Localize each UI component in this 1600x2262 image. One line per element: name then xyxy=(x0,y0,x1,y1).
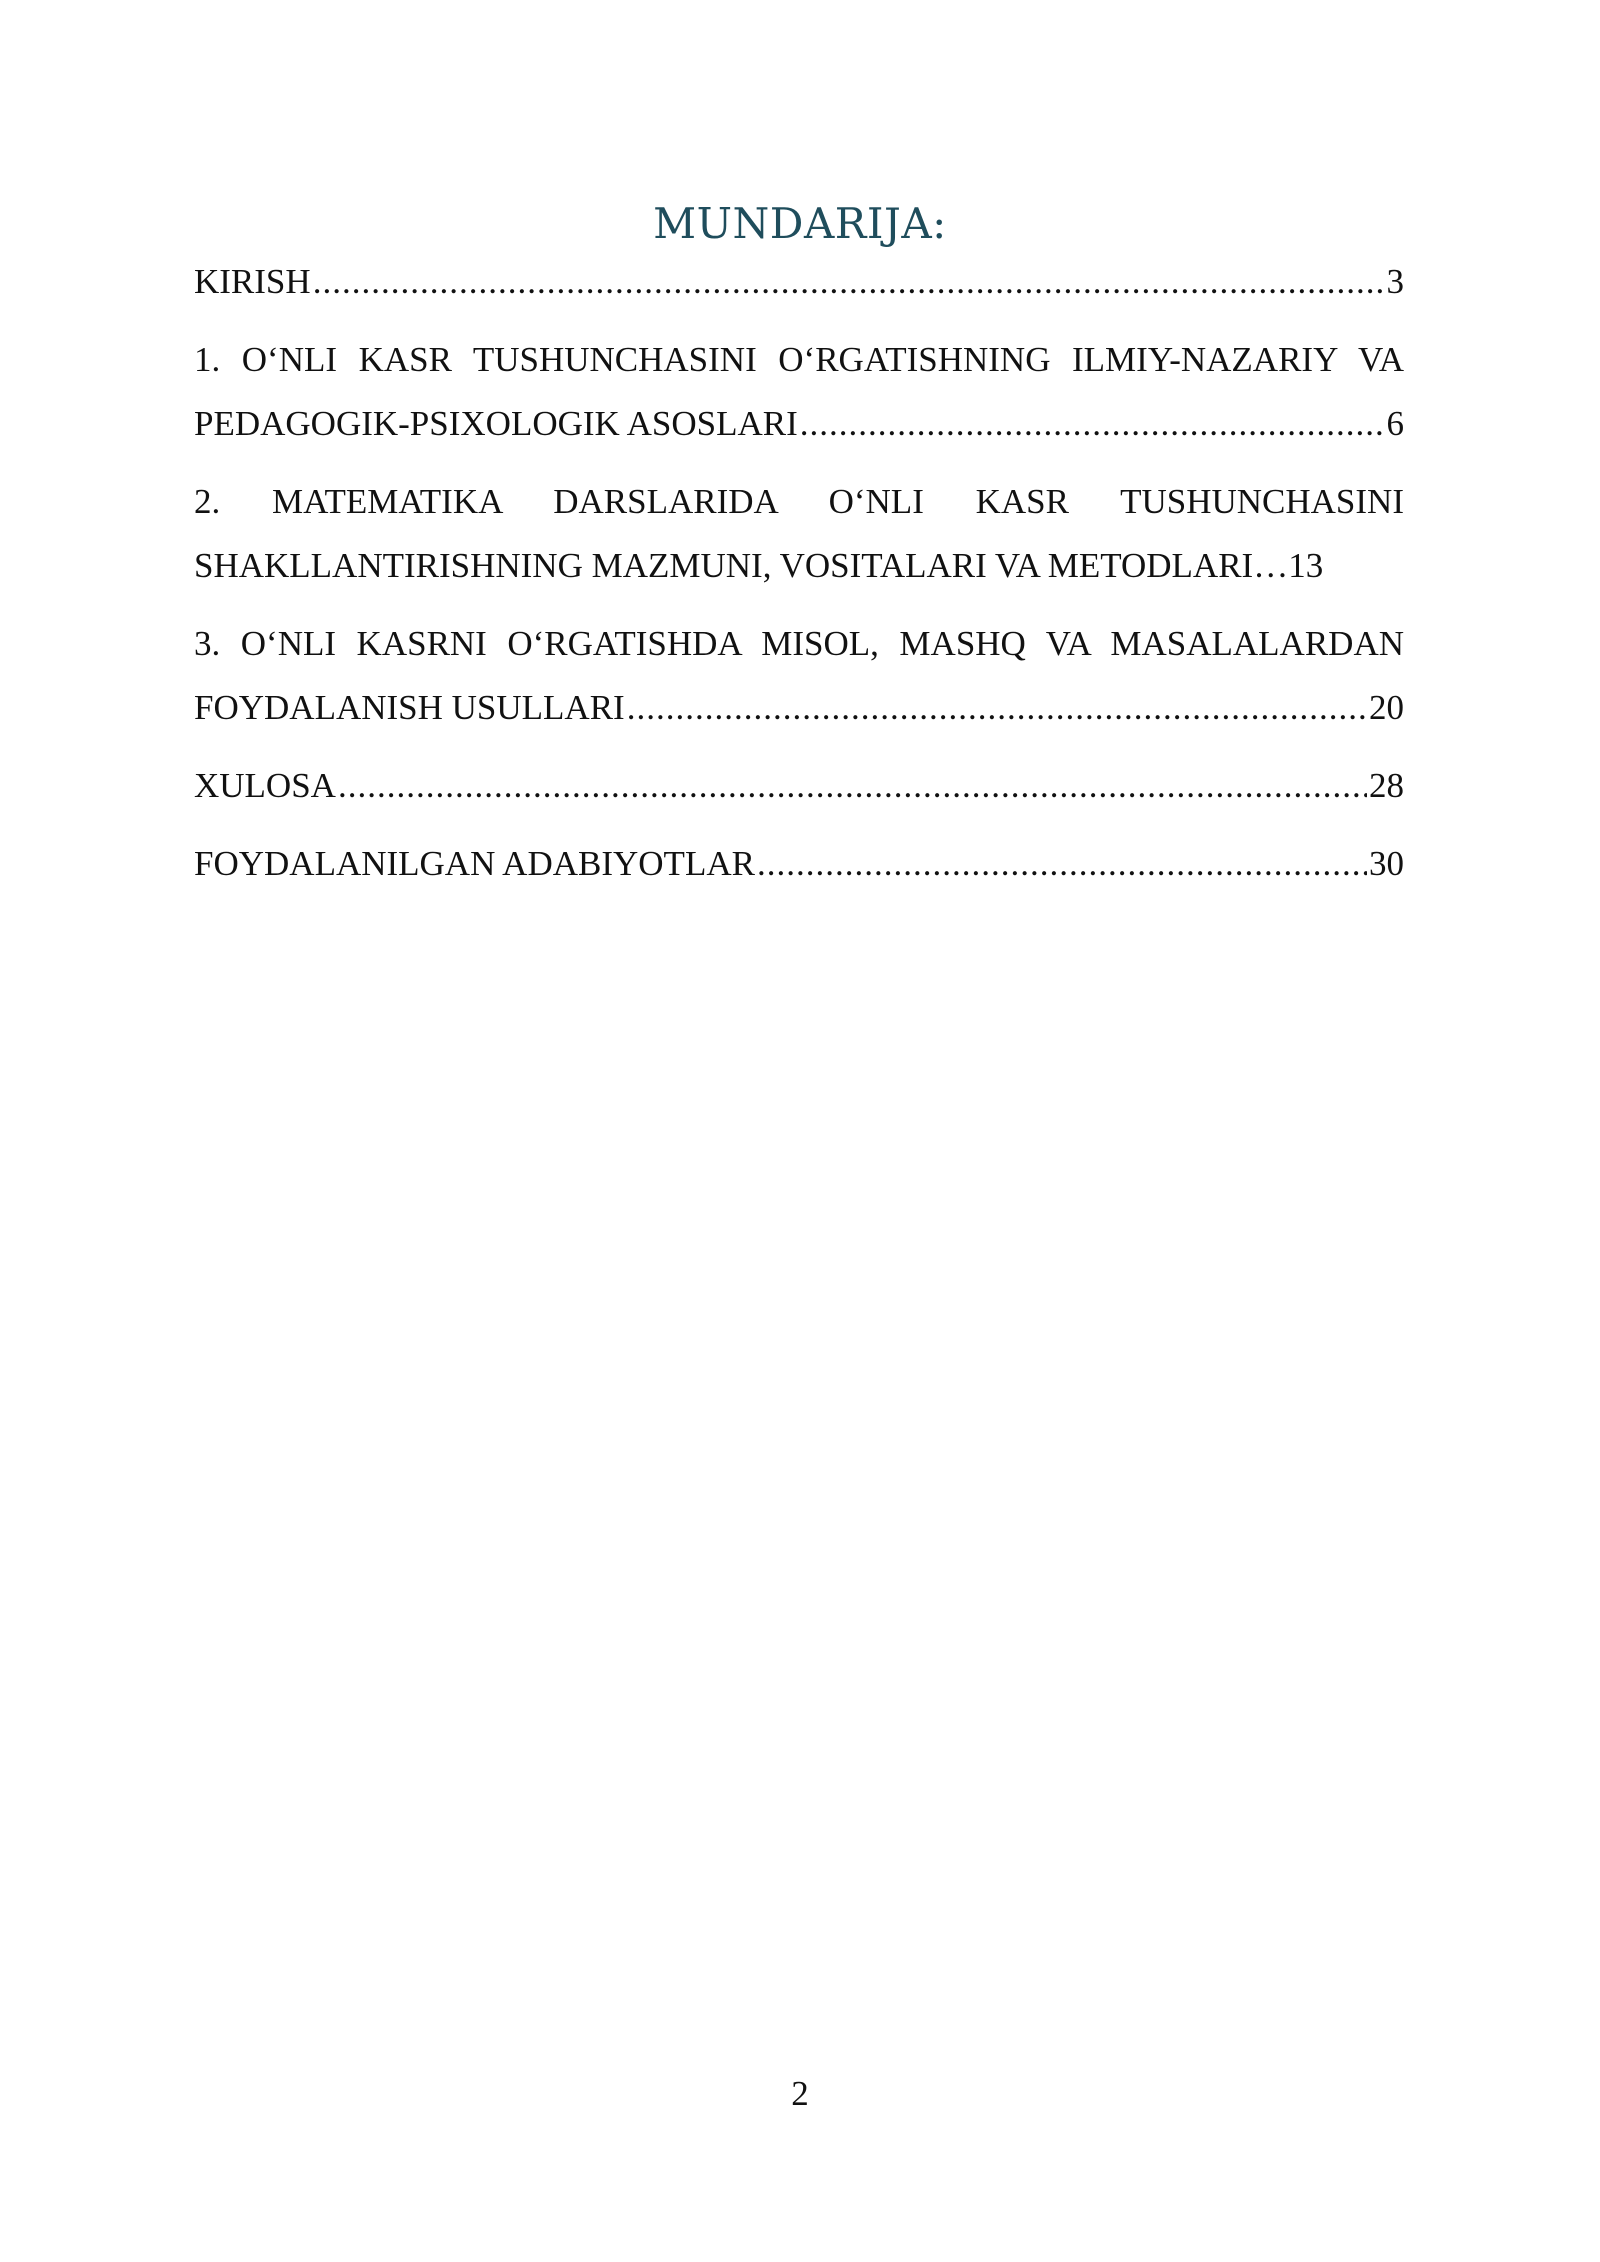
toc-entry-kirish[interactable] xyxy=(194,250,1404,314)
toc-title: MUNDARIJA: xyxy=(653,199,947,248)
toc-entry-references[interactable] xyxy=(194,832,1404,896)
dot-leader xyxy=(757,832,1367,896)
toc-entry-line xyxy=(194,392,1404,456)
toc-entry-page: 20 xyxy=(1369,688,1404,727)
toc-entry-line xyxy=(194,250,1404,314)
dot-leader xyxy=(800,392,1385,456)
toc-entry-page: 28 xyxy=(1369,766,1404,805)
toc-entry-label: KIRISH xyxy=(194,262,311,301)
dot-leader xyxy=(627,676,1367,740)
toc-entry-page: 3 xyxy=(1386,262,1404,301)
dot-leader xyxy=(313,250,1385,314)
toc-entry-label: SHAKLLANTIRISHNING MAZMUNI, VOSITALARI VA METODLARI… xyxy=(194,546,1289,585)
toc-entry-xulosa[interactable] xyxy=(194,754,1404,818)
toc-entry-line xyxy=(194,832,1404,896)
toc-entry-line xyxy=(194,676,1404,740)
toc-entry-label: PEDAGOGIK-PSIXOLOGIK ASOSLARI xyxy=(194,404,798,443)
toc-entry-line: 1. O‘NLI KASR TUSHUNCHASINI O‘RGATISHNING ILMIY-NAZARIY VA xyxy=(194,340,1404,379)
toc-entry-page: 30 xyxy=(1369,844,1404,883)
toc-entry-line xyxy=(194,754,1404,818)
toc-entry-line: 2. MATEMATIKA DARSLARIDA O‘NLI KASR TUSHUNCHASINI xyxy=(194,482,1404,521)
toc-entry-page: 13 xyxy=(1288,546,1324,585)
toc-entry-line xyxy=(194,534,1404,598)
toc-entry-chapter-1[interactable] xyxy=(194,328,1404,456)
dot-leader xyxy=(338,754,1367,818)
toc-entry-label: XULOSA xyxy=(194,766,336,805)
toc-entry-line: 3. O‘NLI KASRNI O‘RGATISHDA MISOL, MASHQ VA MASALALARDAN xyxy=(194,624,1404,663)
toc-entry-chapter-2[interactable] xyxy=(194,470,1404,598)
toc-entry-chapter-3[interactable] xyxy=(194,612,1404,740)
toc-entry-page: 6 xyxy=(1386,404,1404,443)
table-of-contents xyxy=(194,250,1404,910)
toc-entry-label: FOYDALANILGAN ADABIYOTLAR xyxy=(194,844,755,883)
page-number: 2 xyxy=(791,2074,809,2113)
toc-entry-label: FOYDALANISH USULLARI xyxy=(194,688,625,727)
